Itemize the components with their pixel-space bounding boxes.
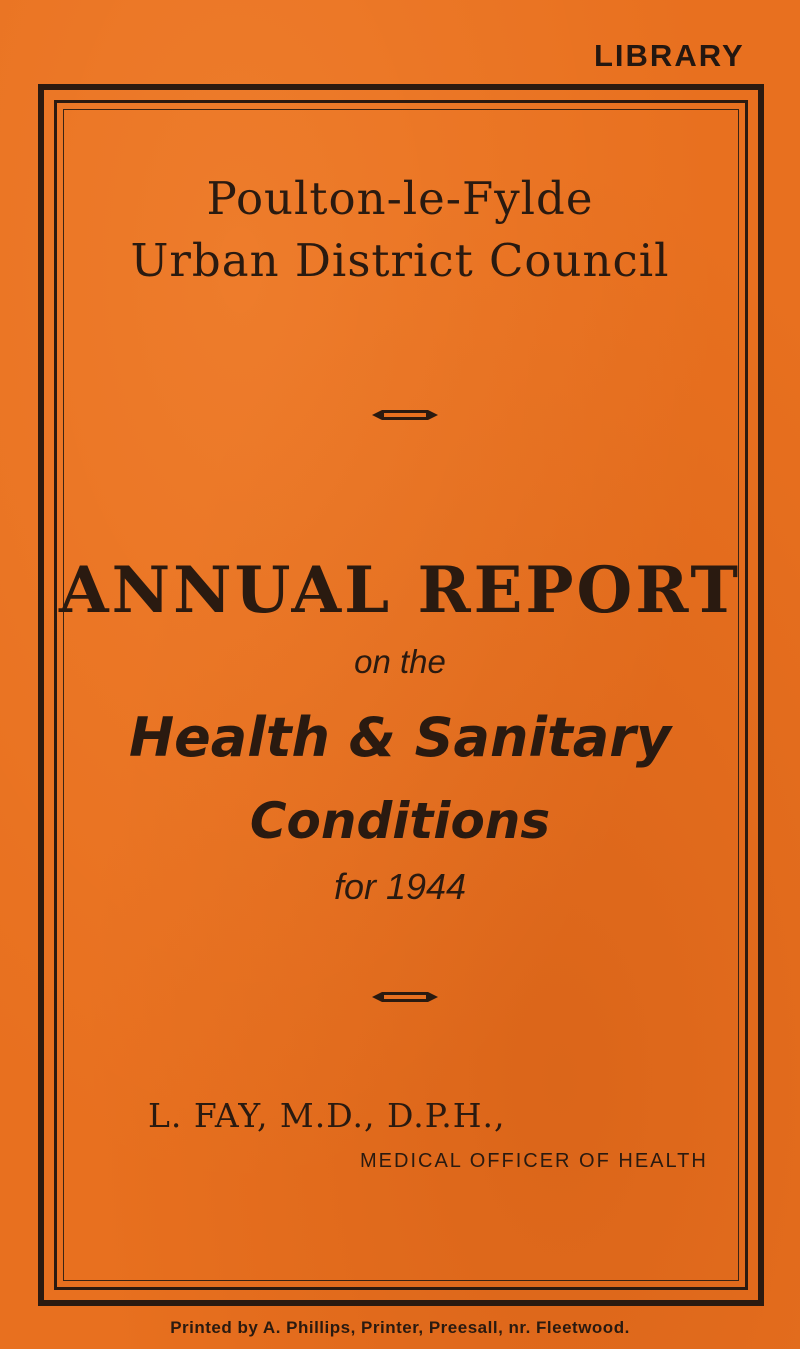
report-on-the: on the xyxy=(354,643,446,680)
printer-credit: Printed by A. Phillips, Printer, Preesall, nr. Fleetwood. xyxy=(170,1318,630,1337)
report-year: for 1944 xyxy=(333,866,467,907)
library-stamp: LIBRARY xyxy=(594,38,745,73)
ornament-divider-bottom xyxy=(370,990,440,1004)
council-name-line2: Urban District Council xyxy=(130,234,670,287)
report-title: ANNUAL REPORT xyxy=(59,553,741,628)
council-name-line1: Poulton-le-Fylde xyxy=(206,172,594,225)
author-role: MEDICAL OFFICER OF HEALTH xyxy=(360,1150,708,1172)
author-name: L. FAY, M.D., D.P.H., xyxy=(148,1096,506,1135)
report-subject-line2: Conditions xyxy=(249,792,551,850)
report-subject-line1: Health & Sanitary xyxy=(128,706,672,769)
ornament-divider-top xyxy=(370,408,440,422)
